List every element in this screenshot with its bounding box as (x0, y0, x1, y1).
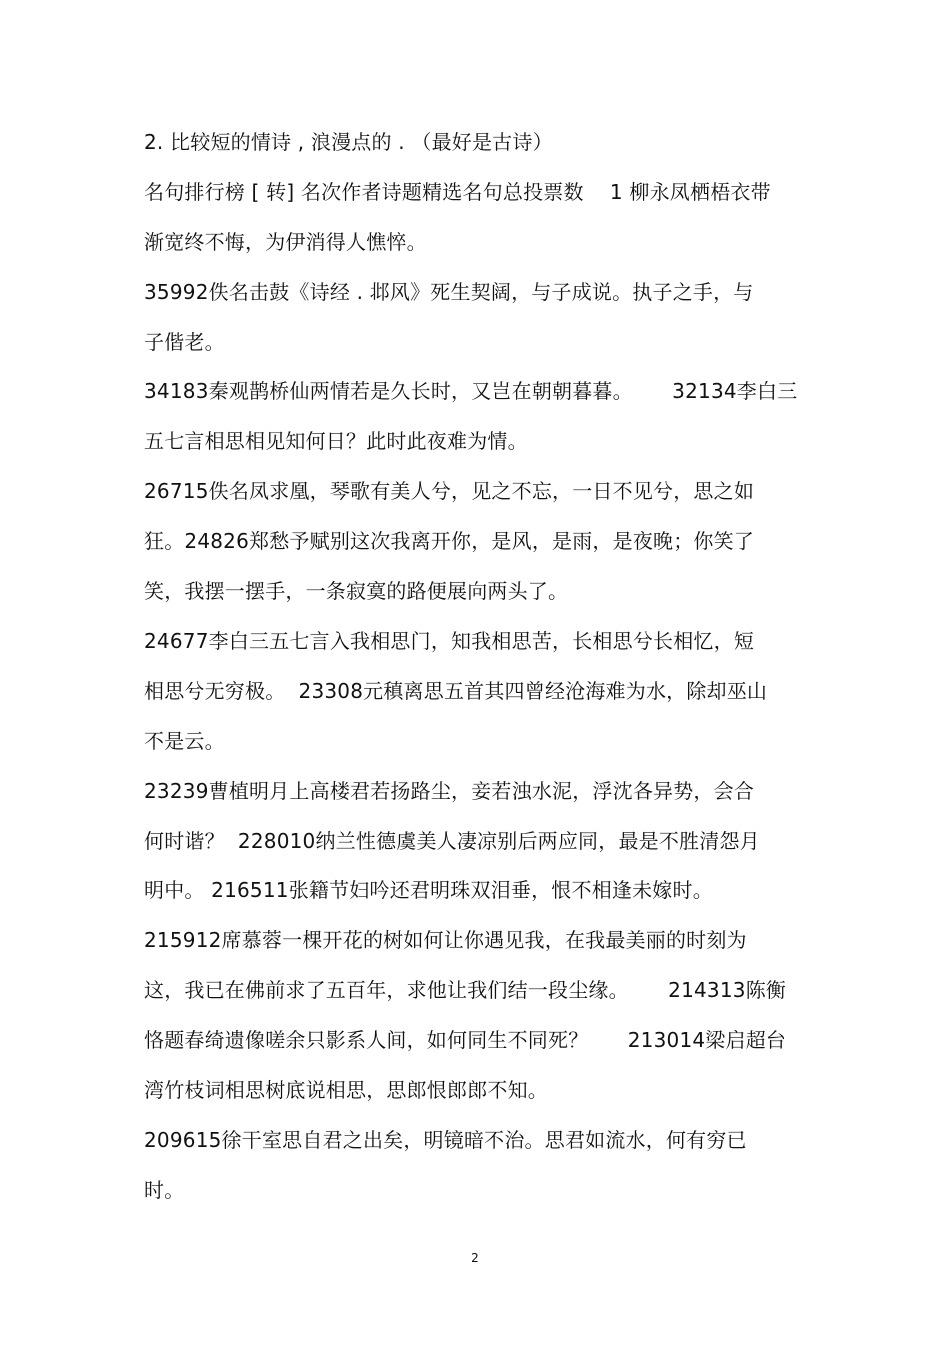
text-line: 24677李白三五七言入我相思门，知我相思苦，长相思兮长相忆，短 (144, 629, 755, 653)
text-line: 恪题春绮遗像嗟余只影系人间，如何同生不同死？ 213014梁启超台 (144, 1028, 787, 1052)
text-line: 这，我已在佛前求了五百年，求他让我们结一段尘缘。 214313陈衡 (144, 978, 787, 1002)
text-line: 不是云。 (144, 729, 225, 753)
text-line: 35992佚名击鼓《诗经 . 邶风》死生契阔，与子成说。执子之手，与 (144, 280, 754, 304)
text-line: 34183秦观鹊桥仙两情若是久长时，又岂在朝朝暮暮。 32134李白三 (144, 379, 798, 403)
text-line: 湾竹枝词相思树底说相思，思郎恨郎郎不知。 (144, 1078, 548, 1102)
text-line: 子偕老。 (144, 330, 225, 354)
text-line: 2. 比较短的情诗 , 浪漫点的 . （最好是古诗） (144, 130, 553, 154)
text-line: 209615徐干室思自君之出矣，明镜暗不治。思君如流水，何有穷已 (144, 1128, 747, 1152)
text-line: 狂。24826郑愁予赋别这次我离开你，是风，是雨，是夜晚；你笑了 (144, 529, 755, 553)
text-line: 五七言相思相见知何日？此时此夜难为情。 (144, 429, 528, 453)
text-line: 名句排行榜 [ 转] 名次作者诗题精选名句总投票数 1 柳永凤栖梧衣带 (144, 180, 771, 204)
text-line: 时。 (144, 1178, 185, 1202)
text-line: 215912席慕蓉一棵开花的树如何让你遇见我，在我最美丽的时刻为 (144, 928, 747, 952)
text-line: 何时谐？ 228010纳兰性德虞美人凄凉别后两应同，最是不胜清怨月 (144, 829, 760, 853)
text-line: 明中。 216511张籍节妇吟还君明珠双泪垂，恨不相逢未嫁时。 (144, 878, 713, 902)
page-number: 2 (471, 1251, 479, 1265)
text-line: 26715佚名凤求凰，琴歌有美人兮，见之不忘，一日不见兮，思之如 (144, 479, 755, 503)
text-line: 相思兮无穷极。 23308元稹离思五首其四曾经沧海难为水，除却巫山 (144, 679, 768, 703)
text-line: 笑，我摆一摆手，一条寂寞的路便展向两头了。 (144, 579, 569, 603)
text-line: 渐宽终不悔，为伊消得人憔悴。 (144, 230, 427, 254)
text-line: 23239曹植明月上高楼君若扬路尘，妾若浊水泥，浮沈各异势，会合 (144, 779, 755, 803)
